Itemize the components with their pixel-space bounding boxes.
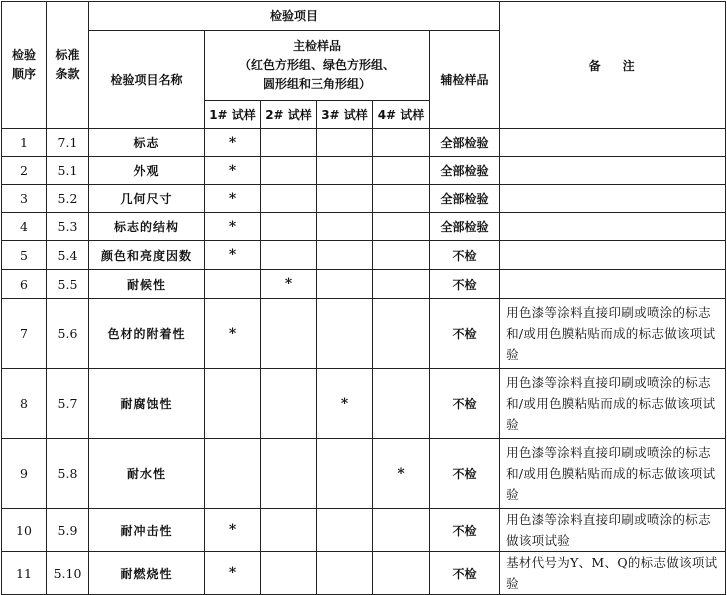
cell-remark: 用色漆等涂料直接印刷或喷涂的标志和/或用色膜粘贴而成的标志做该项试验 <box>500 439 726 509</box>
cell-sample-1: * <box>205 552 261 595</box>
header-main-sample: 主检样品 （红色方形组、绿色方形组、 圆形组和三角形组） <box>205 31 430 101</box>
cell-aux-sample: 不检 <box>430 509 500 552</box>
cell-aux-sample: 不检 <box>430 552 500 595</box>
cell-aux-sample: 不检 <box>430 270 500 299</box>
cell-remark <box>500 241 726 270</box>
cell-sample-2 <box>261 185 317 213</box>
cell-order: 2 <box>2 157 47 185</box>
cell-clause: 5.6 <box>47 299 89 369</box>
cell-sample-4 <box>373 157 430 185</box>
cell-sample-4 <box>373 241 430 270</box>
cell-remark <box>500 213 726 241</box>
cell-sample-3 <box>317 213 373 241</box>
cell-aux-sample: 全部检验 <box>430 157 500 185</box>
cell-sample-1: * <box>205 185 261 213</box>
cell-sample-4 <box>373 369 430 439</box>
cell-sample-1 <box>205 270 261 299</box>
table-row <box>2 299 726 369</box>
cell-clause: 5.3 <box>47 213 89 241</box>
table-header <box>2 2 726 129</box>
cell-clause: 5.2 <box>47 185 89 213</box>
cell-sample-2 <box>261 241 317 270</box>
cell-remark <box>500 185 726 213</box>
cell-order: 4 <box>2 213 47 241</box>
cell-sample-2 <box>261 552 317 595</box>
cell-order: 6 <box>2 270 47 299</box>
cell-sample-1: * <box>205 241 261 270</box>
cell-sample-3: * <box>317 369 373 439</box>
table-row <box>2 509 726 552</box>
header-order: 检验 顺序 <box>2 2 47 129</box>
cell-sample-2 <box>261 129 317 157</box>
cell-item-name: 几何尺寸 <box>89 185 205 213</box>
table-row <box>2 129 726 157</box>
cell-sample-1 <box>205 369 261 439</box>
header-aux-sample: 辅检样品 <box>430 31 500 129</box>
cell-sample-2 <box>261 509 317 552</box>
table-row <box>2 213 726 241</box>
cell-sample-4 <box>373 509 430 552</box>
cell-item-name: 外观 <box>89 157 205 185</box>
cell-sample-3 <box>317 241 373 270</box>
cell-sample-1: * <box>205 129 261 157</box>
cell-sample-3 <box>317 185 373 213</box>
cell-remark <box>500 270 726 299</box>
cell-sample-4: * <box>373 439 430 509</box>
cell-remark: 用色漆等涂料直接印刷或喷涂的标志和/或用色膜粘贴而成的标志做该项试验 <box>500 299 726 369</box>
cell-sample-4 <box>373 129 430 157</box>
cell-item-name: 标志 <box>89 129 205 157</box>
header-item-name: 检验项目名称 <box>89 31 205 129</box>
header-clause: 标准 条款 <box>47 2 89 129</box>
cell-item-name: 标志的结构 <box>89 213 205 241</box>
cell-sample-3 <box>317 509 373 552</box>
cell-item-name: 耐燃烧性 <box>89 552 205 595</box>
cell-clause: 7.1 <box>47 129 89 157</box>
inspection-table <box>1 1 726 595</box>
cell-aux-sample: 不检 <box>430 299 500 369</box>
cell-item-name: 色材的附着性 <box>89 299 205 369</box>
cell-clause: 5.9 <box>47 509 89 552</box>
cell-sample-2 <box>261 157 317 185</box>
cell-aux-sample: 不检 <box>430 241 500 270</box>
cell-remark: 用色漆等涂料直接印刷或喷涂的标志做该项试验 <box>500 509 726 552</box>
table-row <box>2 552 726 595</box>
cell-remark: 用色漆等涂料直接印刷或喷涂的标志和/或用色膜粘贴而成的标志做该项试验 <box>500 369 726 439</box>
header-group-title: 检验项目 <box>89 2 500 31</box>
cell-clause: 5.7 <box>47 369 89 439</box>
cell-aux-sample: 全部检验 <box>430 129 500 157</box>
cell-aux-sample: 全部检验 <box>430 213 500 241</box>
cell-sample-2 <box>261 299 317 369</box>
cell-sample-4 <box>373 185 430 213</box>
cell-remark <box>500 129 726 157</box>
table-body <box>2 129 726 595</box>
table-row <box>2 270 726 299</box>
table-row <box>2 185 726 213</box>
cell-remark <box>500 157 726 185</box>
cell-item-name: 耐冲击性 <box>89 509 205 552</box>
table-row <box>2 157 726 185</box>
cell-aux-sample: 不检 <box>430 369 500 439</box>
cell-sample-3 <box>317 157 373 185</box>
cell-item-name: 耐水性 <box>89 439 205 509</box>
cell-aux-sample: 全部检验 <box>430 185 500 213</box>
cell-sample-3 <box>317 299 373 369</box>
cell-order: 8 <box>2 369 47 439</box>
cell-order: 9 <box>2 439 47 509</box>
cell-order: 3 <box>2 185 47 213</box>
cell-clause: 5.1 <box>47 157 89 185</box>
cell-sample-1: * <box>205 509 261 552</box>
cell-sample-2 <box>261 439 317 509</box>
cell-sample-3 <box>317 439 373 509</box>
header-sample-3: 3# 试样 <box>317 101 373 129</box>
cell-clause: 5.5 <box>47 270 89 299</box>
cell-order: 7 <box>2 299 47 369</box>
cell-sample-2 <box>261 369 317 439</box>
table-row <box>2 439 726 509</box>
table-row <box>2 369 726 439</box>
cell-clause: 5.4 <box>47 241 89 270</box>
cell-sample-2: * <box>261 270 317 299</box>
cell-remark: 基材代号为Y、M、Q的标志做该项试验 <box>500 552 726 595</box>
cell-order: 5 <box>2 241 47 270</box>
cell-item-name: 耐腐蚀性 <box>89 369 205 439</box>
cell-sample-4 <box>373 270 430 299</box>
cell-order: 10 <box>2 509 47 552</box>
cell-sample-1: * <box>205 299 261 369</box>
cell-sample-4 <box>373 552 430 595</box>
cell-aux-sample: 不检 <box>430 439 500 509</box>
cell-sample-1: * <box>205 157 261 185</box>
cell-clause: 5.10 <box>47 552 89 595</box>
cell-sample-2 <box>261 213 317 241</box>
table-row <box>2 241 726 270</box>
cell-sample-1 <box>205 439 261 509</box>
header-remarks: 备注 <box>500 2 726 129</box>
cell-item-name: 耐候性 <box>89 270 205 299</box>
cell-sample-3 <box>317 129 373 157</box>
header-sample-4: 4# 试样 <box>373 101 430 129</box>
cell-sample-4 <box>373 213 430 241</box>
cell-sample-3 <box>317 270 373 299</box>
cell-clause: 5.8 <box>47 439 89 509</box>
cell-order: 11 <box>2 552 47 595</box>
cell-item-name: 颜色和亮度因数 <box>89 241 205 270</box>
cell-sample-1: * <box>205 213 261 241</box>
header-sample-2: 2# 试样 <box>261 101 317 129</box>
header-sample-1: 1# 试样 <box>205 101 261 129</box>
cell-sample-3 <box>317 552 373 595</box>
cell-order: 1 <box>2 129 47 157</box>
cell-sample-4 <box>373 299 430 369</box>
